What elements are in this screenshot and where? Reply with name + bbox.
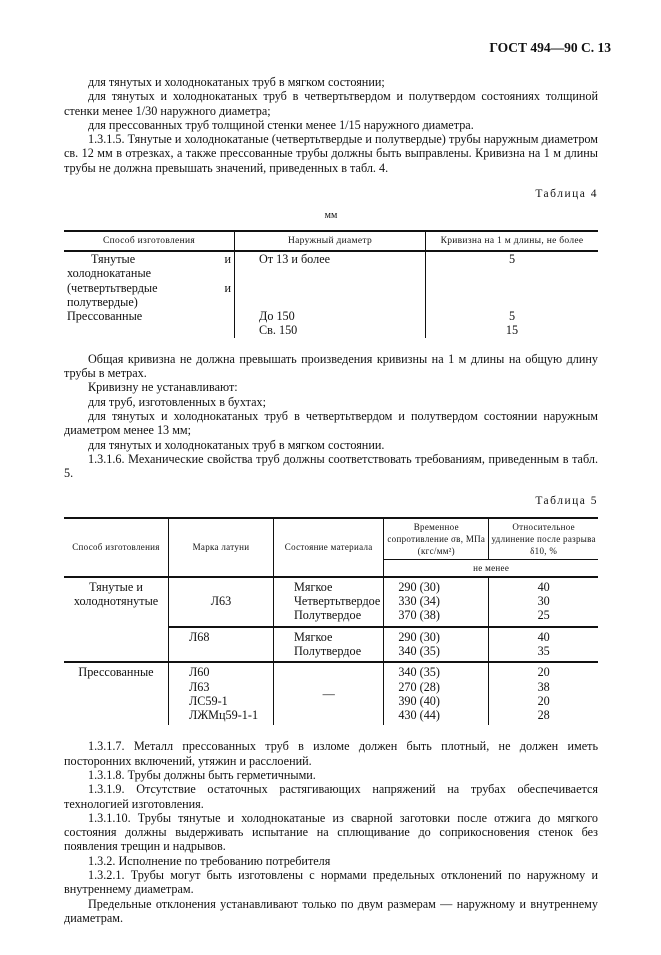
cell: 35 bbox=[537, 643, 550, 658]
cell: Л63 bbox=[169, 577, 274, 627]
cell: Тянутые и холоднокатаные (четвертьтвердые и полутвердые) bbox=[67, 251, 231, 309]
cell bbox=[64, 627, 169, 663]
cell: 390 (40) bbox=[398, 693, 440, 708]
cell: 370 (38) bbox=[398, 608, 440, 623]
cell: Л63 bbox=[189, 679, 210, 694]
table4 bbox=[64, 230, 598, 338]
table-row bbox=[64, 323, 598, 337]
section-intro bbox=[64, 75, 598, 175]
paragraph: для труб, изготовленных в бухтах; bbox=[88, 394, 267, 409]
table-row bbox=[64, 627, 598, 663]
cell bbox=[64, 323, 235, 337]
cell: 430 (44) bbox=[398, 708, 440, 723]
page-header: ГОСТ 494—90 С. 13 bbox=[489, 40, 611, 55]
table4-unit: мм bbox=[324, 210, 338, 222]
cell: Св. 150 bbox=[235, 323, 426, 337]
cell: Мягкое bbox=[294, 629, 333, 644]
cell: Прессованные bbox=[67, 309, 143, 324]
cell: Мягкое bbox=[294, 579, 333, 594]
table4-header: Способ изготовления bbox=[64, 231, 235, 251]
table5-header: Марка латуни bbox=[169, 518, 274, 577]
cell: 28 bbox=[537, 708, 550, 723]
cell: Тянутые и холоднотянутые bbox=[64, 577, 169, 627]
cell: 5 bbox=[426, 251, 599, 309]
cell: От 13 и более bbox=[235, 251, 426, 309]
table5-header: Состояние материала bbox=[274, 518, 384, 577]
table4-header: Наружный диаметр bbox=[235, 231, 426, 251]
cell: Четвертьтвердое bbox=[294, 594, 381, 609]
paragraph: для тянутых и холоднокатаных труб в четвертьтвердом и полутвердом состояниях толщиной стенки менее 1/30 наружного диаметра; bbox=[64, 89, 598, 118]
table4-caption: Таблица 4 bbox=[535, 188, 598, 201]
cell: Полутвердое bbox=[294, 643, 362, 658]
table-row bbox=[64, 577, 598, 627]
cell: 330 (34) bbox=[398, 594, 440, 609]
cell: ЛС59-1 bbox=[189, 693, 228, 708]
table5-block bbox=[64, 494, 598, 725]
cell: 290 (30) bbox=[398, 629, 440, 644]
paragraph: 1.3.1.5. Тянутые и холоднокатаные (четвертьтвердые и полутвердые) трубы наружным диаметром св. 12 мм в отрезках, а также прессованные трубы должны быть выправлены. Кривизна на 1 м длины трубы не должна превышать значений, приведенных в табл. 4. bbox=[64, 132, 598, 175]
paragraph: Общая кривизна не должна превышать произведения кривизны на 1 м длины на общую длину трубы в метрах. bbox=[64, 351, 598, 381]
cell: 20 bbox=[537, 665, 550, 680]
table5-header: Относительное удлинение после разрыва δ10, % bbox=[489, 518, 598, 560]
paragraph: 1.3.2. Исполнение по требованию потребителя bbox=[88, 853, 331, 868]
paragraph: для тянутых и холоднокатаных труб в мягком состоянии. bbox=[88, 437, 385, 452]
table5-caption: Таблица 5 bbox=[535, 495, 598, 508]
paragraph: 1.3.1.7. Металл прессованных труб в изломе должен быть плотный, не должен иметь посторонних включений, утяжин и расслоений. bbox=[64, 739, 598, 768]
cell: — bbox=[274, 662, 384, 725]
table5-subheader: не менее bbox=[384, 559, 598, 577]
cell: 15 bbox=[426, 323, 599, 337]
table-row bbox=[64, 662, 598, 725]
table5 bbox=[64, 517, 598, 726]
cell: 5 bbox=[426, 309, 599, 323]
cell: Л60 bbox=[189, 665, 210, 680]
paragraph: для тянутых и холоднокатаных труб в мягком состоянии; bbox=[88, 75, 385, 89]
cell: До 150 bbox=[235, 309, 426, 323]
cell: 290 (30) bbox=[398, 579, 440, 594]
table4-header: Кривизна на 1 м длины, не более bbox=[426, 231, 599, 251]
section-curvature bbox=[64, 352, 598, 481]
paragraph: 1.3.1.10. Трубы тянутые и холоднокатаные из сварной заготовки после отжига до мягкого состояния должны выдерживать испытание на сплющивание до соприкосновения стенок без появления трещин и надрывов. bbox=[64, 810, 598, 854]
section-requirements bbox=[64, 739, 598, 925]
cell: Прессованные bbox=[64, 662, 169, 725]
table5-header: Временное сопротивление σв, МПа (кгс/мм²) bbox=[384, 518, 489, 560]
cell: 340 (35) bbox=[398, 665, 440, 680]
paragraph: для тянутых и холоднокатаных труб в четвертьтвердом и полутвердом состоянии наружным диаметром менее 13 мм; bbox=[64, 408, 598, 438]
cell: 40 bbox=[537, 579, 550, 594]
table5-header: Способ изготовления bbox=[64, 518, 169, 577]
cell: 40 bbox=[537, 629, 550, 644]
table4-block bbox=[64, 187, 598, 338]
paragraph: 1.3.1.9. Отсутствие остаточных растягивающих напряжений на трубах обеспечивается технологией изготовления. bbox=[64, 782, 598, 811]
paragraph: 1.3.2.1. Трубы могут быть изготовлены с нормами предельных отклонений по наружному и внутреннему диаметрам. bbox=[64, 868, 598, 897]
table-row bbox=[64, 251, 598, 309]
table-row bbox=[64, 309, 598, 323]
cell: 38 bbox=[537, 679, 550, 694]
paragraph: 1.3.1.8. Трубы должны быть герметичными. bbox=[88, 767, 316, 782]
paragraph: для прессованных труб толщиной стенки менее 1/15 наружного диаметра. bbox=[88, 117, 474, 132]
cell: 340 (35) bbox=[398, 643, 440, 658]
cell: 20 bbox=[537, 693, 550, 708]
cell: 30 bbox=[537, 594, 550, 609]
paragraph: Предельные отклонения устанавливают только по двум размерам — наружному и внутреннему диаметрам. bbox=[64, 896, 598, 925]
cell: Л68 bbox=[169, 627, 274, 663]
cell: Полутвердое bbox=[294, 608, 362, 623]
paragraph: 1.3.1.6. Механические свойства труб должны соответствовать требованиям, приведенным в табл. 5. bbox=[64, 451, 598, 481]
cell: 270 (28) bbox=[398, 679, 440, 694]
cell: ЛЖМц59-1-1 bbox=[189, 708, 259, 723]
cell: 25 bbox=[537, 608, 550, 623]
paragraph: Кривизну не устанавливают: bbox=[88, 380, 238, 395]
